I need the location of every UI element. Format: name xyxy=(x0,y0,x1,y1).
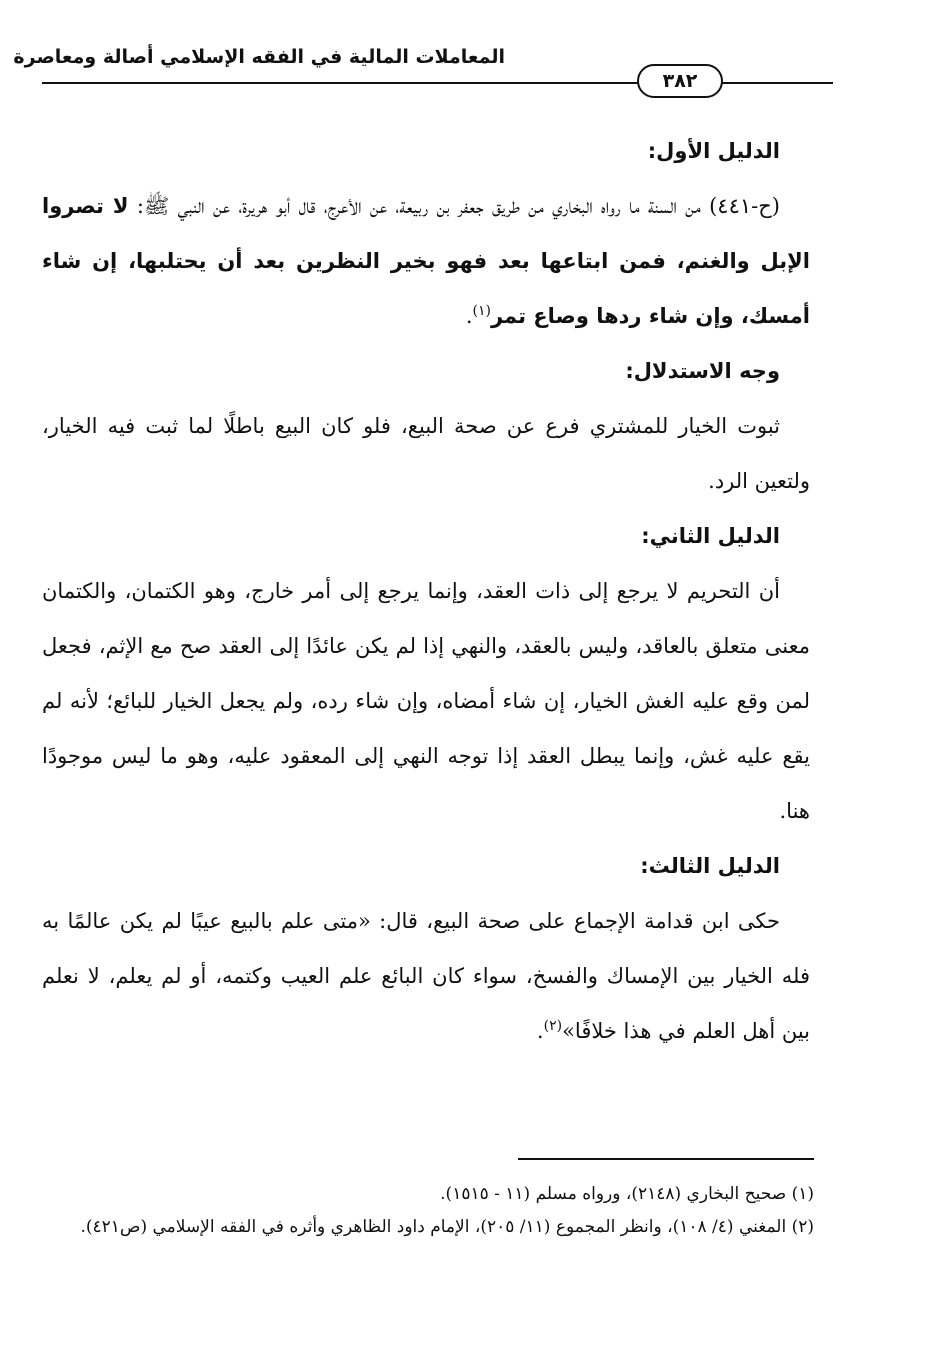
running-header-title: المعاملات المالية في الفقه الإسلامي أصالة ومعاصرة xyxy=(13,46,505,68)
inference-heading: وجه الاستدلال: xyxy=(625,359,780,383)
footnote-2: (٢) المغني (٤/ ١٠٨)، وانظر المجموع (١١/ ٢٠٥)، الإمام داود الظاهري وأثره في الفقه الإسلامي (ص٤٢١). xyxy=(80,1217,814,1237)
second-evidence-paragraph: أن التحريم لا يرجع إلى ذات العقد، وإنما يرجع إلى أمر خارج، وهو الكتمان، والكتمان معنى متعلق بالعاقد، وليس بالعقد، والنهي إذا لم يكن عائدًا إلى العقد صح مع الإثم، فجعل لمن وقع عليه الغش الخيار، إن شاء أمضاه، وإن شاء رده، ولم يجعل الخيار للبائع؛ لأنه لم يقع عليه غش، وإنما يبطل العقد إذا توجه النهي إلى المعقود عليه، وهو ما ليس موجودًا هنا. xyxy=(42,579,810,823)
footnotes xyxy=(42,1178,814,1244)
footnote-1: (١) صحيح البخاري (٢١٤٨)، ورواه مسلم (١١ - ١٥١٥). xyxy=(440,1184,814,1204)
page-number-badge: ٣٨٢ xyxy=(637,64,723,98)
page-body xyxy=(42,124,810,1059)
hadith-end: . xyxy=(465,304,473,328)
footnote-marker-2: (٢) xyxy=(543,1018,563,1034)
second-evidence-heading: الدليل الثاني: xyxy=(641,524,780,548)
footnote-marker-1: (١) xyxy=(472,303,491,319)
ijma-quote: حكى ابن قدامة الإجماع على صحة البيع، قال: «متى علم بالبيع عيبًا لم يكن عالمًا به فله الخيار بين الإمساك والفسخ، سواء كان البائع علم العيب وكتمه، أو لم يعلم، لا نعلم بين أهل العلم في هذا خلافًا» xyxy=(42,909,810,1043)
third-evidence-heading: الدليل الثالث: xyxy=(640,854,780,878)
footnote-separator xyxy=(518,1158,814,1160)
third-evidence-paragraph xyxy=(42,894,810,1059)
inference-paragraph: ثبوت الخيار للمشتري فرع عن صحة البيع، فلو كان البيع باطلًا لما ثبت فيه الخيار، ولتعين الرد. xyxy=(42,414,810,493)
first-evidence-heading: الدليل الأول: xyxy=(647,139,780,163)
hadith-text: لا تصروا الإبل والغنم، فمن ابتاعها بعد فهو بخير النظرين بعد أن يحتلبها، إن شاء أمسك، وإن شاء ردها وصاع تمر xyxy=(42,194,810,328)
hadith-intro: (ح-٤٤١) من السنة ما رواه البخاري من طريق جعفر بن ربيعة، عن الأعرج، قال أبو هريرة، عن النبي ﷺ: xyxy=(136,194,780,218)
hadith-paragraph xyxy=(42,179,810,344)
ijma-end: . xyxy=(536,1019,544,1043)
